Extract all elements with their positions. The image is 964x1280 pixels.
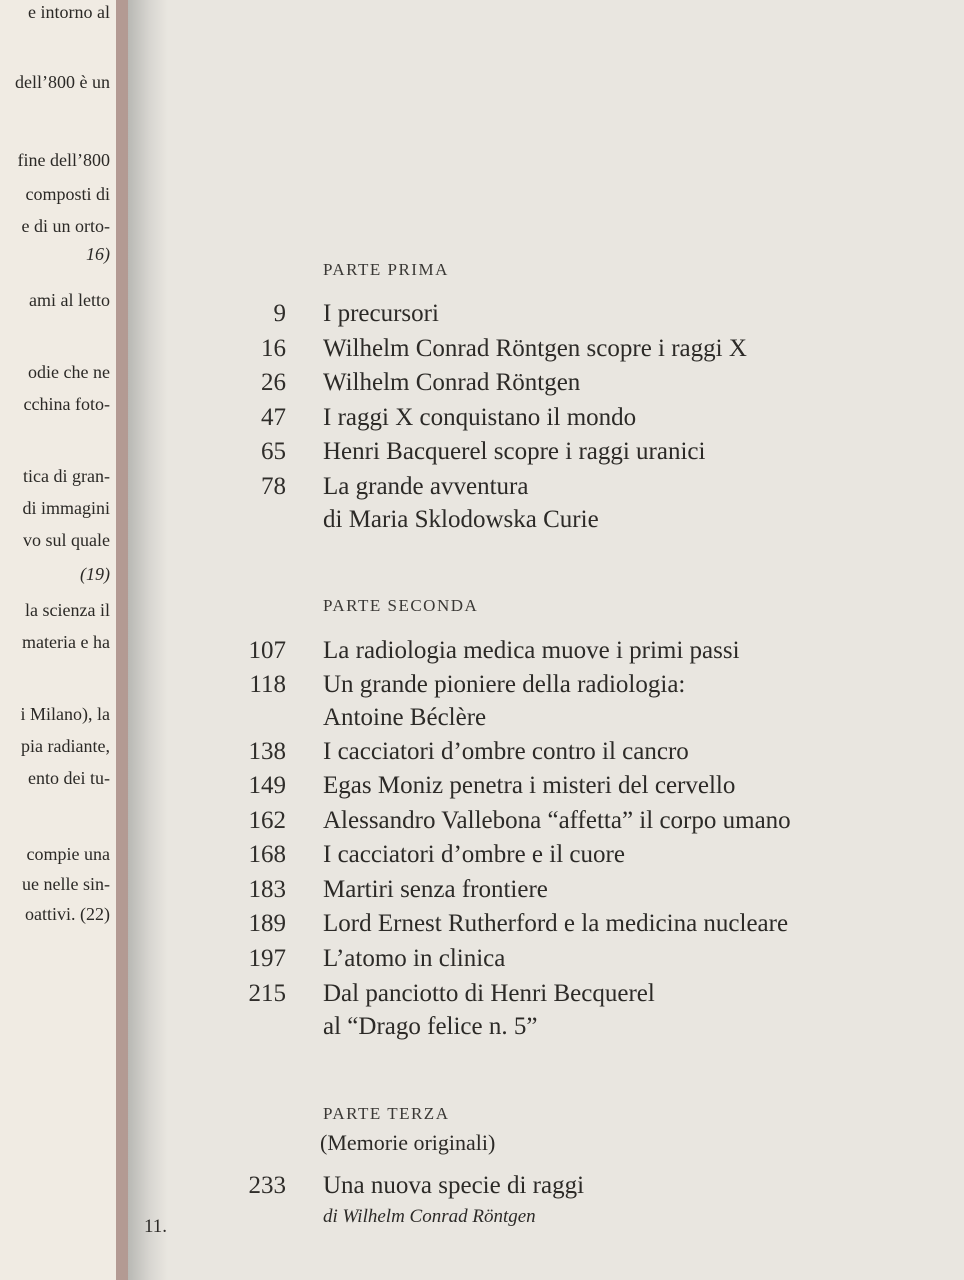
left-page-line: oattivi. (22) <box>25 904 110 924</box>
toc-entry <box>0 671 964 705</box>
toc-chapter-title: I raggi X conquistano il mondo <box>323 404 637 431</box>
toc-page-number: 16 <box>261 335 286 362</box>
toc-entry <box>0 300 964 334</box>
toc-page-number: 149 <box>248 772 286 799</box>
left-page-line: tica di gran- <box>23 466 110 486</box>
toc-entry <box>0 876 964 910</box>
section-title-parte-prima: PARTE PRIMA <box>323 260 449 279</box>
toc-entry <box>0 335 964 369</box>
left-page-line: fine dell’800 <box>17 150 110 170</box>
toc-entry <box>0 637 964 671</box>
left-page-line: e intorno al <box>28 2 110 22</box>
section-subtitle: (Memorie originali) <box>320 1130 496 1155</box>
left-page-line: ento dei tu- <box>28 768 110 788</box>
toc-page-number: 189 <box>248 910 286 937</box>
toc-chapter-title: Dal panciotto di Henri Becquerel <box>323 980 655 1007</box>
toc-page-number: 9 <box>273 300 286 327</box>
left-page-line: composti di <box>25 184 110 204</box>
toc-entry <box>0 473 964 507</box>
toc-page-number: 215 <box>248 980 286 1007</box>
toc-entry <box>0 807 964 841</box>
left-page-line: dell’800 è un <box>15 72 110 92</box>
toc-entry <box>0 945 964 979</box>
toc-chapter-title: I cacciatori d’ombre contro il cancro <box>323 738 689 765</box>
toc-page-number: 233 <box>248 1172 286 1199</box>
left-page-line: cchina foto- <box>23 394 110 414</box>
toc-chapter-title: I precursori <box>323 300 439 327</box>
left-page-line: e di un orto- <box>21 216 110 236</box>
toc-entry <box>0 772 964 806</box>
toc-entry <box>0 841 964 875</box>
left-page-line: 16) <box>86 244 110 264</box>
left-page-line: (19) <box>80 564 110 584</box>
left-page-line: la scienza il <box>25 600 110 620</box>
toc-page-number: 118 <box>249 671 286 698</box>
toc-chapter-title: L’atomo in clinica <box>323 945 506 972</box>
left-page-line: di immagini <box>22 498 110 518</box>
toc-entry <box>0 438 964 472</box>
toc-page-number: 78 <box>261 473 286 500</box>
toc-chapter-title: Lord Ernest Rutherford e la medicina nucleare <box>323 910 789 937</box>
toc-page-number: 26 <box>261 369 286 396</box>
toc-chapter-title: Egas Moniz penetra i misteri del cervello <box>323 772 736 799</box>
toc-entry <box>0 910 964 944</box>
toc-page-number: 107 <box>248 637 286 664</box>
toc-chapter-title: Antoine Béclère <box>323 704 487 731</box>
toc-page-number: 162 <box>248 807 286 834</box>
left-page-line: odie che ne <box>28 362 110 382</box>
toc-chapter-title: La grande avventura <box>323 473 529 500</box>
section-title-parte-terza: PARTE TERZA <box>323 1104 450 1123</box>
left-page-line: ami al letto <box>29 290 110 310</box>
toc-chapter-title: Henri Bacquerel scopre i raggi uranici <box>323 438 706 465</box>
left-page-line: materia e ha <box>22 632 110 652</box>
left-page-line: pia radiante, <box>21 736 110 756</box>
toc-chapter-title: Una nuova specie di raggi <box>323 1172 585 1199</box>
toc-chapter-title: Wilhelm Conrad Röntgen <box>323 369 581 396</box>
page-folio: 11. <box>144 1216 168 1237</box>
left-page-line: i Milano), la <box>20 704 110 724</box>
toc-chapter-title: Martiri senza frontiere <box>323 876 548 903</box>
toc-entry <box>0 1172 964 1206</box>
toc-entry <box>0 404 964 438</box>
toc-entry <box>0 506 964 540</box>
toc-chapter-title: I cacciatori d’ombre e il cuore <box>323 841 625 868</box>
toc-entry <box>0 369 964 403</box>
toc-chapter-title: di Maria Sklodowska Curie <box>323 506 599 533</box>
toc-page-number: 197 <box>248 945 286 972</box>
section-title-parte-seconda: PARTE SECONDA <box>323 596 479 615</box>
toc-entry <box>0 1013 964 1047</box>
toc-author: di Wilhelm Conrad Röntgen <box>323 1206 536 1227</box>
toc-page-number: 65 <box>261 438 286 465</box>
toc-page-number: 47 <box>261 404 286 431</box>
toc-chapter-title: Wilhelm Conrad Röntgen scopre i raggi X <box>323 335 747 362</box>
toc-chapter-title: Un grande pioniere della radiologia: <box>323 671 686 698</box>
left-page-line: vo sul quale <box>23 530 110 550</box>
left-page-line: compie una <box>26 844 110 864</box>
toc-entry <box>0 738 964 772</box>
toc-entry <box>0 704 964 738</box>
left-page-line: ue nelle sin- <box>22 874 110 894</box>
toc-page-number: 168 <box>248 841 286 868</box>
toc-chapter-title: Alessandro Vallebona “affetta” il corpo umano <box>323 807 791 834</box>
toc-chapter-title: al “Drago felice n. 5” <box>323 1013 538 1040</box>
toc-entry <box>0 980 964 1014</box>
toc-chapter-title: La radiologia medica muove i primi passi <box>323 637 740 664</box>
toc-page-number: 138 <box>248 738 286 765</box>
toc-page-number: 183 <box>248 876 286 903</box>
